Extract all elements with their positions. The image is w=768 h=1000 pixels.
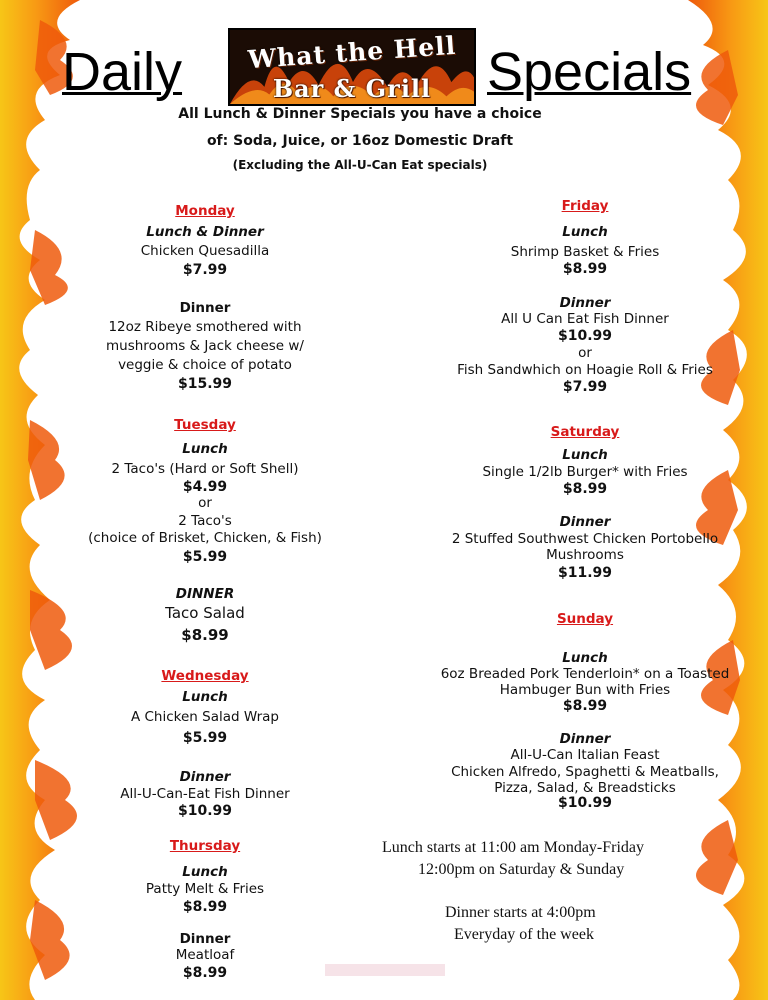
intro-line-1: All Lunch & Dinner Specials you have a choice: [178, 106, 542, 122]
menu-price: $7.99: [182, 262, 228, 278]
menu-item: Meatloaf: [175, 947, 235, 963]
logo-line-1: What the Hell: [246, 30, 458, 75]
menu-price: $11.99: [557, 565, 613, 581]
menu-item: 12oz Ribeye smothered with: [108, 319, 302, 335]
dinner-hours-line-2: Everyday of the week: [454, 926, 594, 943]
meal-heading: Dinner: [559, 514, 611, 530]
menu-price: $8.99: [182, 965, 228, 981]
day-tuesday: Tuesday: [174, 417, 236, 433]
menu-item: Pizza, Salad, & Breadsticks: [494, 780, 676, 796]
title-specials: Specials: [487, 42, 692, 102]
logo-line-2: Bar & Grill: [272, 74, 432, 103]
meal-heading: Dinner: [179, 931, 231, 947]
or-text: or: [198, 495, 212, 511]
menu-price: $8.99: [562, 481, 608, 497]
menu-item: Hambuger Bun with Fries: [499, 682, 671, 698]
meal-heading: Lunch: [562, 650, 608, 666]
meal-heading: DINNER: [175, 586, 235, 602]
menu-item: All-U-Can Italian Feast: [510, 747, 660, 763]
dinner-hours-line-1: Dinner starts at 4:00pm: [445, 904, 596, 921]
menu-item: Mushrooms: [546, 547, 624, 563]
menu-price: $15.99: [177, 376, 233, 392]
menu-item: Fish Sandwhich on Hoagie Roll & Fries: [457, 362, 713, 378]
day-saturday: Saturday: [550, 424, 620, 440]
menu-item: Single 1/2lb Burger* with Fries: [482, 464, 688, 480]
menu-item: (choice of Brisket, Chicken, & Fish): [88, 530, 322, 546]
lunch-hours-line-1: Lunch starts at 11:00 am Monday-Friday: [382, 839, 645, 856]
menu-item: All-U-Can-Eat Fish Dinner: [120, 786, 290, 802]
menu-price: $5.99: [182, 549, 228, 565]
menu-price: $10.99: [557, 795, 613, 811]
flame-icon: [648, 0, 768, 1000]
restaurant-logo: [228, 28, 476, 106]
menu-price: $5.99: [182, 730, 228, 746]
menu-item: A Chicken Salad Wrap: [130, 709, 280, 725]
title-daily: Daily: [62, 42, 183, 102]
or-text: or: [578, 345, 592, 361]
menu-item: Shrimp Basket & Fries: [510, 244, 660, 260]
meal-heading: Lunch: [182, 689, 228, 705]
menu-item: 2 Stuffed Southwest Chicken Portobello: [451, 531, 719, 547]
lunch-hours-line-2: 12:00pm on Saturday & Sunday: [418, 861, 625, 878]
menu-price: $10.99: [177, 803, 233, 819]
meal-heading: Lunch: [562, 224, 608, 240]
menu-item: Patty Melt & Fries: [145, 881, 265, 897]
meal-heading: Dinner: [179, 769, 231, 785]
intro-line-2: of: Soda, Juice, or 16oz Domestic Draft: [206, 133, 514, 149]
intro-line-3: (Excluding the All-U-Can Eat specials): [232, 158, 488, 172]
meal-heading: Lunch: [182, 864, 228, 880]
day-sunday: Sunday: [556, 611, 614, 627]
menu-item: mushrooms & Jack cheese w/: [106, 338, 304, 354]
meal-heading: Dinner: [559, 295, 611, 311]
right-flame-border: [648, 0, 768, 1000]
menu-item: Chicken Alfredo, Spaghetti & Meatballs,: [451, 764, 719, 780]
meal-heading: Lunch: [182, 441, 228, 457]
menu-item: 2 Taco's: [178, 513, 232, 529]
footer-watermark: [325, 964, 445, 976]
meal-heading: Lunch & Dinner: [146, 224, 264, 240]
menu-price: $8.99: [562, 698, 608, 714]
menu-price: $7.99: [562, 379, 608, 395]
menu-price: $8.99: [562, 261, 608, 277]
menu-price: $8.99: [181, 626, 229, 644]
day-thursday: Thursday: [169, 838, 241, 854]
menu-price: $4.99: [182, 479, 228, 495]
meal-heading: Lunch: [562, 447, 608, 463]
day-wednesday: Wednesday: [161, 668, 249, 684]
menu-item: 2 Taco's (Hard or Soft Shell): [111, 461, 299, 477]
menu-item: veggie & choice of potato: [118, 357, 292, 373]
menu-price: $8.99: [182, 899, 228, 915]
meal-heading: Dinner: [179, 300, 231, 316]
day-friday: Friday: [561, 198, 609, 214]
menu-item: Chicken Quesadilla: [140, 243, 270, 259]
menu-item: 6oz Breaded Pork Tenderloin* on a Toasted: [440, 666, 730, 682]
menu-price: $10.99: [557, 328, 613, 344]
day-monday: Monday: [175, 203, 235, 219]
menu-item: All U Can Eat Fish Dinner: [501, 311, 669, 327]
menu-item: Taco Salad: [165, 604, 245, 622]
meal-heading: Dinner: [559, 731, 611, 747]
